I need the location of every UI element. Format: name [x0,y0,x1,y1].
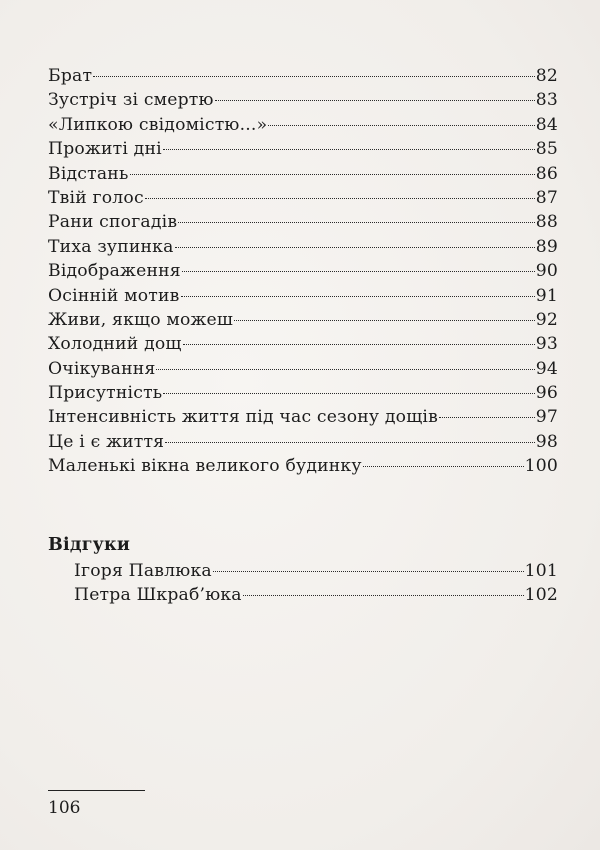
toc-entry-page: 97 [535,407,558,428]
toc-entry-page: 83 [535,90,558,111]
dot-leader [215,100,535,101]
toc-entry [48,407,558,431]
dot-leader [130,174,535,175]
toc-entry-page: 96 [535,383,558,404]
review-entry-title: Петра Шкраб’юка [74,585,242,606]
dot-leader [93,76,535,77]
toc-entry-page: 87 [535,187,558,208]
toc-entry-page: 100 [524,456,558,477]
footer-rule [48,790,145,791]
toc-entry-title: Холодний дощ [48,334,182,355]
toc-entry-page: 88 [535,212,558,233]
dot-leader [163,393,534,394]
toc-entry [48,286,558,310]
toc-entry-title: Очікування [48,358,156,379]
toc-entry-title: Відстань [48,163,129,184]
dot-leader [439,417,535,418]
toc-entry [48,139,558,163]
review-entry-page: 101 [524,561,558,581]
toc-entry-title: Маленькі вікна великого будинку [48,456,362,477]
toc-entry-page: 90 [535,261,558,282]
toc-entry-page: 94 [535,358,558,379]
toc-entry-title: Брат [48,66,93,86]
review-entry [48,585,558,609]
reviews-section [48,535,558,610]
toc-entry [48,456,558,480]
dot-leader [234,320,535,321]
dot-leader [175,247,535,248]
dot-leader [183,344,535,345]
dot-leader [243,595,524,596]
toc-entry-page: 89 [535,236,558,257]
table-of-contents [48,66,558,481]
toc-entry [48,115,558,139]
toc-entry [48,212,558,236]
toc-entry [48,90,558,114]
dot-leader [181,296,535,297]
review-entry-title: Ігоря Павлюка [74,561,212,581]
dot-leader [213,571,524,572]
toc-entry [48,310,558,334]
dot-leader [165,442,535,443]
toc-entry-page: 91 [535,285,558,306]
toc-entry [48,188,558,212]
toc-entry-title: Присутність [48,383,163,404]
toc-entry-title: Осінній мотив [48,285,180,306]
toc-entry [48,237,558,261]
toc-entry-page: 93 [535,334,558,355]
review-entry-page: 102 [524,585,558,606]
page-number: 106 [48,798,81,818]
toc-entry-page: 82 [535,66,558,86]
dot-leader [163,149,535,150]
dot-leader [145,198,535,199]
toc-entry-title: Рани спогадів [48,212,178,233]
toc-entry-title: Тиха зупинка [48,236,174,257]
toc-entry-page: 85 [535,139,558,160]
toc-entry-page: 84 [535,114,558,135]
toc-entry [48,359,558,383]
toc-entry [48,383,558,407]
toc-entry-title: Інтенсивність життя під час сезону дощів [48,407,438,428]
toc-entry-title: Відображення [48,261,181,282]
dot-leader [178,222,534,223]
toc-entry-title: Зустріч зі смертю [48,90,214,111]
toc-entry-title: Живи, якщо можеш [48,309,234,330]
dot-leader [182,271,535,272]
toc-entry-title: «Липкою свідомістю...» [48,114,268,135]
toc-entry-title: Це і є життя [48,431,165,452]
toc-entry-page: 86 [535,163,558,184]
dot-leader [156,369,534,370]
review-entry [48,561,558,585]
toc-entry [48,261,558,285]
toc-entry [48,334,558,358]
toc-entry-page: 92 [535,309,558,330]
toc-entry-page: 98 [535,431,558,452]
toc-entry [48,164,558,188]
dot-leader [268,125,534,126]
reviews-heading: Відгуки [48,535,131,555]
toc-entry [48,432,558,456]
toc-entry [48,66,558,90]
dot-leader [363,466,524,467]
toc-entry-title: Прожиті дні [48,139,162,160]
toc-entry-title: Твій голос [48,187,144,208]
